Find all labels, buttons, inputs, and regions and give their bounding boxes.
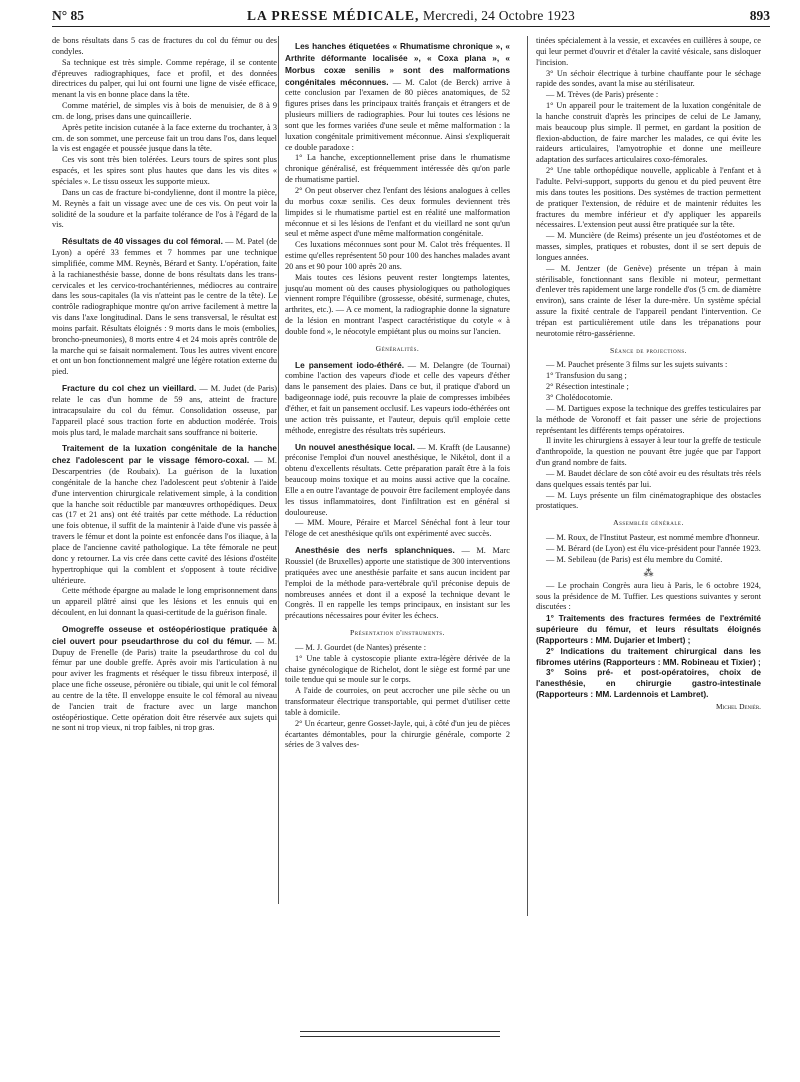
paragraph: 3° Un séchoir électrique à turbine chauffante pour le séchage rapide des sondes, avant la mise au stérilisateur. [536, 68, 761, 89]
paragraph: 2° Un écarteur, genre Gosset-Jayle, qui, à côté d'un jeu de pièces écartantes démontables, pour la chirurgie générale, comporte 2 séries de 3 valves des- [285, 718, 510, 750]
paragraph: — Le prochain Congrès aura lieu à Paris, le 6 octobre 1924, sous la présidence de M. Tuffier. Les questions suivantes y seront discutées : [536, 580, 761, 612]
article-body: — M. Patel (de Lyon) a opéré 33 femmes et 7 hommes par une technique simplifiée, comme MM. Reynès, Bérard et Santy. L'opération, faite à la rachianesthésie basse, donne de bons résultats dans les trans-cervicales et les cervico-trochantériennes, médiocres au contraire dans les sous-capitales (la vis n'atteint pas le centre de la tête). Le contrôle radiographique montre qu'on arrive facilement à mettre la vis dans l'axe longitudinal. Dans le sens transversal, le résultat est moins parfait. Résultats éloignés : 9 morts dans le mois (embolies, broncho-pneumonies), 8 morts entre 4 et 24 mois après contrôle de la marche qui se faisait normalement. Tous les autres vivent encore et ont un bon fonctionnement malgré une légère rotation externe du pied. [52, 237, 277, 377]
paragraph: de bons résultats dans 5 cas de fractures du col du fémur ou des condyles. [52, 36, 277, 56]
paragraph: — M. Sebileau (de Paris) est élu membre du Comité. [546, 554, 723, 564]
paragraph: Après petite incision cutanée à la face externe du trochanter, à 3 cm. de son sommet, une perceuse fait un trou dans l'os, dans lequel la vis est engagée et poussée jusque dans la tête. [52, 122, 277, 154]
paragraph: — M. Luys présente un film cinématographique des obstacles prostatiques. [536, 490, 761, 511]
paragraph: 2° Une table orthopédique nouvelle, applicable à l'enfant et à l'adulte. Pelvi-support, supports du genou et du pied peuvent être mis dans toutes les positions. Des systèmes de traction permettent de pratiquer l'extension, de réduire et de maintenir réduites les fractures du membre inférieur et d'y appliquer les appareils nécessaires. L'extension peut aussi être pratiquée sur la tête. [536, 166, 761, 230]
article-paragraph [52, 624, 277, 734]
paragraph: — M. Baudet déclare de son côté avoir eu des résultats très réels dans quelques essais tentés par lui. [536, 468, 761, 489]
paragraph: 1° La hanche, exceptionnellement prise dans le rhumatisme chronique généralisé, est fréquemment intéressée dès qu'on parle de rhumatisme partiel. [285, 153, 510, 185]
article-paragraph [285, 545, 510, 622]
congress-question: 3° Soins pré- et post-opératoires, choix de l'anesthésie, en chirurgie gastro-intestinale (Rapporteurs : MM. Lardennois et Lambret). [536, 667, 761, 700]
section-heading: Séance de projections. [609, 345, 688, 355]
paragraph: — M. Roux, de l'Institut Pasteur, est nommé membre d'honneur. [546, 533, 760, 543]
paragraph: — M. Pauchet présente 3 films sur les sujets suivants : [546, 360, 728, 370]
article-body: — M. Dupuy de Frenelle (de Paris) traite la pseudarthrose du col du fémur par une double greffe. Après avoir mis l'articulation à nu pour aviver les fragments et réséquer le tissu fibreux interposé, il place une fiche osseuse, péronière ou tibiale, qui unit le col fémoral au centre de la tête. Il enveloppe ensuite le col fémoral au niveau de l'ancien trait de fracture avec un large manchon ostéopériostique. Cette opération doit être réservée aux sujets qui ne sont ni trop vieux, ni trop faibles, ni trop gras. [52, 636, 277, 733]
article-heading: Fracture du col chez un vieillard. [62, 383, 197, 394]
paragraph: — M. Muncière (de Reims) présente un jeu d'ostéotomes et de masses, simples, pratiques et robustes, dont il se sert depuis de longues années. [536, 231, 761, 262]
article-paragraph [285, 360, 510, 437]
paragraph: Sa technique est très simple. Comme repérage, il se contente d'épreuves radiographiques, face et profil, et des données directrices du palper, qui lui ont fourni une ligne de visée efficace, menant la vis en bonne place dans la tête. [52, 57, 277, 100]
paragraph: 1° Transfusion du sang ; [546, 371, 627, 381]
section-heading: Généralités. [375, 343, 420, 353]
column-divider [527, 36, 528, 916]
paragraph: — MM. Moure, Péraire et Marcel Sénéchal font à leur tour l'éloge de cet anesthésique qu'ils ont expérimenté avec succès. [285, 518, 510, 539]
paragraph: tinées spécialement à la vessie, et excavées en cuillères à soupe, ce qui leur permet d'ouvrir et d'étaler la cavité vésicale, sans disloquer l'incision. [536, 36, 761, 67]
paragraph: A l'aide de courroies, on peut accrocher une pile sèche ou un transformateur électrique transportable, qui permet d'utiliser cette table à domicile. [285, 686, 510, 717]
column-2 [285, 36, 510, 751]
article-heading: Le pansement iodo-éthéré. [295, 359, 405, 370]
article-paragraph [285, 442, 510, 519]
paragraph: 2° On peut observer chez l'enfant des lésions analogues à celles du morbus coxæ senilis. Ces deux formules deviennent très limpides si le rhumatisme partiel est en réalité une malformation méconnue et si les lésions de l'enfant et du vieillard ne sont qu'un seul et même aspect d'une même malformation congénitale. [285, 185, 510, 239]
page-number: 893 [749, 8, 770, 23]
article-heading: Résultats de 40 vissages du col fémoral. [62, 236, 223, 247]
column-3 [536, 36, 761, 713]
footer-rule [300, 1031, 500, 1032]
congress-question: 2° Indications du traitement chirurgical dans les fibromes utérins (Rapporteurs : MM. Robineau et Tixier) ; [536, 645, 761, 667]
section-heading: Assemblée générale. [613, 518, 684, 528]
footer-rule [300, 1036, 500, 1037]
paragraph: 3° Cholédocotomie. [546, 393, 613, 402]
article-body: — M. Calot (de Berck) arrive à cette conclusion par l'examen de 80 pièces anatomiques, de 52 figures prises dans les principaux traités français et étrangers et de plusieurs milliers de radiographies. Pour lui toutes ces lésions ne sont que les formes variées d'une seule et même malformation : la luxation congénitale primitivement méconnue. Ainsi s'expliquerait ce double paradoxe : [285, 77, 510, 152]
article-heading: Traitement de la luxation congénitale de la hanche chez l'adolescent par le vissage fémoro-coxal. [52, 443, 277, 466]
paragraph: — M. Bérard (de Lyon) est élu vice-président pour l'année 1923. [546, 543, 761, 553]
article-paragraph [285, 41, 510, 153]
article-body: — M. Delangre (de Tournai) combine l'action des vapeurs d'iode et celle des vapeurs d'éther dans le pansement des plaies. Dans ce but, il pratique d'abord un badigeonnage iodé, puis recouvre la plaie de compresses imbibées d'éther, et fait un pansement occlusif. Les vapeurs iodo-éthérées ont une action très puissante, et l'auteur, depuis qu'il emploie cette méthode, enregistre des résultats très supérieurs. [285, 360, 511, 435]
article-paragraph [52, 383, 277, 438]
paragraph: Ces luxations méconnues sont pour M. Calot très fréquentes. Il estime qu'elles représentent 50 pour 100 des hanches malades avant 20 ans et 90 pour 100 après 20 ans. [285, 240, 510, 271]
paragraph: Dans un cas de fracture bi-condylienne, dont il montre la pièce, M. Reynès a fait un vissage avec une de ces vis. On peut voir la solidité de la soudure et la parfaite tolérance de l'os à l'égard de la vis. [52, 187, 277, 230]
article-body: — M. Descarpentries (de Roubaix). La guérison de la luxation congénitale de la hanche chez l'adolescent peut s'obtenir à l'aide d'une intervention chirurgicale relativement simple, à la condition que la hanche soit réductible par manœuvres orthopédiques. Deux cas (17 et 21 ans) ont été traités par cette méthode. La réduction une fois obtenue, il suffit de la maintenir à l'aide d'une vis passée à travers le fémur et dont la pointe est enfoncée dans l'os iliaque, à la place de l'ancienne cavité pathologique. La tête fémorale ne peut donc y retourner. La vis crée dans cette cavité des lésions d'ostéite hypertrophique qui la comblent et s'opposent à toute récidive ultérieure. [52, 456, 277, 585]
paragraph: Cette méthode épargne au malade le long emprisonnement dans un appareil plâtré ainsi que les lésions et les ennuis qui en découlent, en lui donnant la quasi-certitude de la guérison finale. [52, 586, 277, 618]
paragraph: Mais toutes ces lésions peuvent rester longtemps latentes, jusqu'au moment où des causes physiologiques ou pathologiques viennent rompre l'équilibre (grossesse, obésité, surmenage, chutes, arthrites, etc.). — A ce moment, la radiographie donne la signature de la lésion en montrant l'aspect caractéristique du cotyle « à double fond », le néocotyle empiétant plus ou moins sur l'ancien. [285, 272, 510, 336]
page-header [52, 8, 770, 27]
paragraph: — M. Dartigues expose la technique des greffes testiculaires par la méthode de Voronoff et fait passer une série de projections représentant les différents temps opératoires. [536, 403, 761, 435]
paragraph: Comme matériel, de simples vis à bois de menuisier, de 8 à 9 cm. de long, prises dans une quincaillerie. [52, 101, 277, 121]
paragraph: 1° Un appareil pour le traitement de la luxation congénitale de la hanche construit d'après les principes de celui de Le Jamany, mais beaucoup plus simple. Il permet, en gardant la position de flexion-abduction, de faire marcher les malades, ce qui évite les raideurs articulaires, l'amyotrophie et donne une meilleure adaptation des surfaces articulaires coxo-fémorales. [536, 101, 761, 165]
article-heading: Anesthésie des nerfs splanchniques. [295, 545, 455, 556]
article-body: — M. Krafft (de Lausanne) préconise l'emploi d'un nouvel anesthésique, le Nikétol, dont il a obtenu d'excellents résultats. Cette préparation paraît être à la fois beaucoup moins toxique et au moins aussi active que la cocaïne. Elle a en outre l'avantage de pouvoir être facilement employée dans les tissus inflammatoires, dont l'infiltration est en général si douloureuse. [285, 442, 510, 517]
paragraph: — M. Trèves (de Paris) présente : [546, 90, 659, 100]
article-heading: Omogreffe osseuse et ostéopériostique pratiquée à ciel ouvert pour pseudarthrose du col du fémur. [52, 623, 277, 646]
section-heading: Présentation d'instruments. [350, 628, 445, 638]
column-1 [52, 36, 277, 734]
paragraph: 1° Une table à cystoscopie pliante extra-légère dérivée de la chaise gynécologique de Richelot, dont le siège est formé par une toile tendue qui se moule sur le corps. [285, 653, 510, 685]
author-signature: Michel Denièr. [715, 701, 761, 711]
issue-date: Mercredi, 24 Octobre 1923 [419, 8, 575, 23]
paragraph: Ces vis sont très bien tolérées. Leurs tours de spires sont plus espacés, et les spires sont plus hautes que dans les vis dites « spéciales ». Le tissu osseux les supporte mieux. [52, 155, 277, 186]
article-heading: Les hanches étiquetées « Rhumatisme chronique », « Arthrite déformante localisée », « Coxa plana », « Morbus coxæ senilis » sont des malformations congénitales méconnues. [285, 41, 510, 87]
article-body: — M. Marc Roussiel (de Bruxelles) apporte une statistique de 300 interventions pratiquées avec une anesthésie parfaite et sans aucun incident par l'emploi de la méthode para-vertébrale qu'il préconise depuis de nombreuses années et dont il a exposé la technique devant le Congrès. Il en rappelle les temps principaux, en insistant sur les précautions nécessaires pour éviter les échecs. [285, 546, 510, 621]
journal-name: LA PRESSE MÉDICALE, [247, 8, 420, 23]
paragraph: 2° Résection intestinale ; [546, 382, 629, 392]
issue-number: N° 85 [52, 8, 85, 23]
article-paragraph [52, 236, 277, 378]
journal-title-line [52, 8, 770, 24]
congress-question: 1° Traitements des fractures fermées de l'extrémité supérieure du fémur, et leurs résultats éloignés (Rapporteurs : MM. Dujarier et Imbert) ; [536, 613, 761, 645]
article-heading: Un nouvel anesthésique local. [295, 441, 415, 452]
paragraph: — M. J. Gourdet (de Nantes) présente : [295, 642, 427, 652]
article-body: — M. Judet (de Paris) relate le cas d'un homme de 59 ans, atteint de fracture intracapsulaire du col du fémur. Consolidation osseuse, par l'appareil placé sous traction forte en abduction modérée. Trois mois plus tard, le malade marchait sans souffrance ni boiterie. [52, 384, 277, 437]
paragraph: — M. Jentzer (de Genève) présente un trépan à main stérilisable, fonctionnant sans flexible ni moteur, permettant d'enlever très rapidement une large rondelle d'os (5 cm. de diamètre environ), sans crainte de léser la dure-mère. Un système spécial assure la fixité centrale de l'appareil pendant l'intervention. Ce trépan est particulièrement utile dans les trépanations pour neurotomie rétro-gassérienne. [536, 263, 761, 338]
article-paragraph [52, 443, 277, 586]
section-separator: ⁂ [643, 567, 654, 579]
column-divider [278, 36, 279, 904]
paragraph: Il invite les chirurgiens à essayer à leur tour la greffe de testicule d'anthropoïde, la question ne pouvant être jugée que par l'apport d'un grand nombre de faits. [536, 436, 761, 468]
